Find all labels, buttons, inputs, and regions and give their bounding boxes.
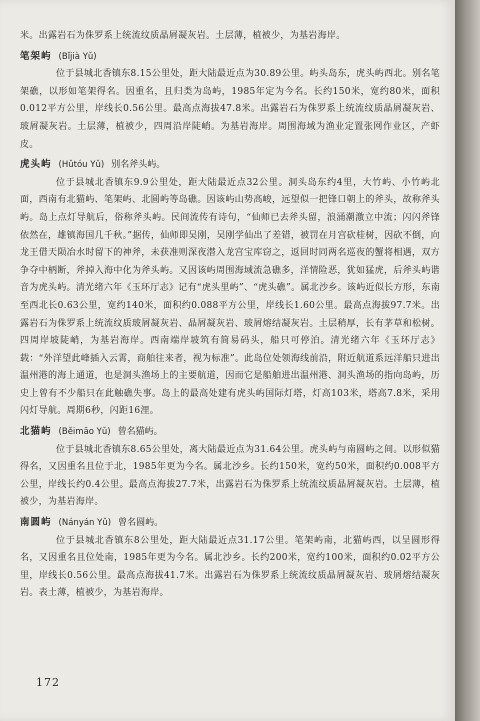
entry-body: 位于县城北香镇东9.9公里处，距大陆最近点32公里。洞头岛东约4里，大竹屿、小竹屿北面，西南有北猫屿、笔架屿、北圆屿等岛礁。因该屿山势高峻，远望似一把锋口朝上的斧头，故称斧头屿。岛上点灯导航后，俗称斧头屿。民间流传有诗句，“仙师已去斧头留，浪涌潮激立中流；闪闪斧锋依然在，雄镇海国几千秋。”据传，仙师即吴刚，吴刚学仙出了差错，被罚在月宫砍桂树，因砍不倒，向龙王借天陨冶水时留下的神斧，未获准则深夜潜入龙宫宝库窃之，返回时同两名巡夜的蟹将相遇，双方争夺中柄断，斧掉入海中化为斧头屿。又因该屿周围海域流急礁多，洋情险恶，犹如猛虎，后斧头屿谐音为虎头屿。清光绪六年《玉环厅志》记有“虎头里屿”、“虎头礁”。属北沙乡。该屿近似长方形，东南至西北长0.63公里，宽约140米，面积约0.088平方公里，岸线长1.60公里。最高点海拔97.7米。出露岩石为侏罗系上统流纹质玻屑凝灰岩、晶屑凝灰岩、玻屑熔结凝灰岩。土层稍厚，长有茅草和松树。四周岸坡陡峭，为基岩海岸。西南端岸坡筑有简易码头，船只可停泊。清光绪六年《玉环厅志》载：“外洋望此峰插入云霄，商舶往来者，视为标准”。此岛位处领海线前沿，附近航道系远洋船只进出温州港的海上通道，也是洞头渔场上的主要航道，因而它是船舶进出温州港、洞头渔场的指向岛屿，历史上曾有不少船只在此触礁失事。岛上的最高处建有虎头屿国际灯塔，灯高103米，塔高7.8米，采用闪灯导航。周期6秒，闪距16浬。 [20, 177, 440, 417]
entry-title: 虎头屿 [20, 159, 52, 171]
book-spine-shadow [455, 0, 480, 721]
page-number: 172 [36, 676, 60, 689]
entry-body: 位于县城北香镇东8.65公里处，离大陆最近点为31.64公里。虎头屿与南圆屿之间。以形似猫得名，又因重名且位于北，1985年更为今名。属北沙乡。长约150米，宽约50米，面积约0.008平方公里，岸线长约0.4公里。最高点海拔27.7米，出露岩石为侏罗系上统流纹质晶屑凝灰岩。土层薄，植被少，为基岩海岸。 [20, 444, 440, 508]
entry-heading [20, 48, 440, 67]
continued-text: 米。出露岩石为侏罗系上统流纹质晶屑凝灰岩。土层薄，植被少，为基岩海岸。 [20, 31, 346, 41]
entry-nanyan-yu [20, 514, 440, 603]
entry-body: 位于县城北香镇东8公里处，距大陆最近点31.17公里。笔架屿南，北猫屿西，以呈圆形得名，又因重名且位处南，1985年更为今名。属北沙乡。长约200米，宽约100米，面积约0.02平方公里，岸线长0.56公里。最高点海拔41.7米。出露岩石为侏罗系上统流纹质晶屑凝灰岩、玻屑熔结凝灰岩。表土薄，植被少，为基岩海岸。 [20, 535, 440, 599]
entry-title: 笔架屿 [20, 50, 52, 62]
entry-pinyin: (Nányán Yǔ) [58, 518, 112, 529]
entry-body: 位于县城北香镇东8.15公里处，距大陆最近点为30.89公里。屿头岛东，虎头屿西北。别名笔架礁，以形如笔架得名。因重名，且归类为岛屿，1985年定为今名。长约150米，宽约80米，面积0.012平方公里，岸线长0.56公里。最高点海拔47.8米。出露岩石为侏罗系上统流纹质晶屑凝灰岩、玻屑凝灰岩。土层薄，植被少，四周沿岸陡峭。为基岩海岸。周围海域为渔业定置张网作业区，产虾皮。 [20, 69, 440, 150]
entry-pinyin: (Běimāo Yǔ) [58, 427, 111, 438]
page-content [20, 28, 440, 603]
entry-alias: 别名斧头屿。 [111, 160, 166, 171]
entry-hutou-yu [20, 156, 440, 421]
entry-alias: 曾名圆屿。 [118, 518, 164, 529]
entry-heading [20, 514, 440, 533]
entry-heading [20, 156, 440, 175]
entry-heading [20, 423, 440, 442]
entry-title: 北猫屿 [20, 426, 52, 438]
entry-beimao-yu [20, 423, 440, 512]
entry-alias: 曾名猫屿。 [117, 427, 163, 438]
entry-title: 南圆屿 [20, 517, 52, 529]
entry-pinyin: (Hǔtóu Yǔ) [58, 160, 105, 171]
entry-bijia-yu [20, 48, 440, 155]
entry-pinyin: (Bǐjià Yǔ) [58, 51, 97, 62]
